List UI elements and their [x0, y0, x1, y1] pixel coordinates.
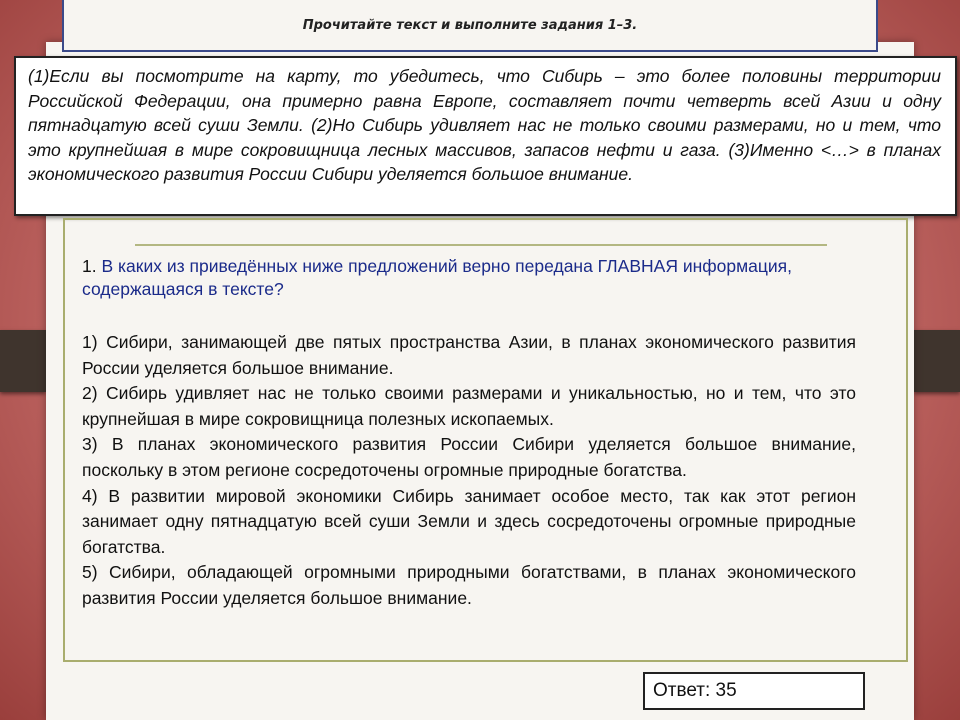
right-decor-band [914, 330, 960, 392]
option-3: 3) В планах экономического развития России Сибири уделяется большое внимание, поскольку в этом регионе сосредоточены огромные природные богатства. [82, 434, 856, 480]
question-block [82, 255, 856, 301]
left-decor-band [0, 330, 46, 392]
options-list [82, 330, 856, 612]
page-title: Прочитайте текст и выполните задания 1–3. [302, 18, 638, 33]
header-box [62, 0, 878, 52]
answer-box: Ответ: 35 [643, 672, 865, 710]
option-1: 1) Сибири, занимающей две пятых пространства Азии, в планах экономического развития России уделяется большое внимание. [82, 332, 856, 378]
passage-box [14, 56, 957, 216]
option-2: 2) Сибирь удивляет нас не только своими размерами и уникальностью, но и тем, что это крупнейшая в мире сокровищница полезных ископаемых. [82, 383, 856, 429]
question-divider [135, 244, 827, 246]
question-number: 1. [82, 256, 97, 276]
option-4: 4) В развитии мировой экономики Сибирь занимает особое место, так как этот регион занимает одну пятнадцатую всей суши Земли и здесь сосредоточены огромные природные богатства. [82, 485, 856, 557]
question-text: В каких из приведённых ниже предложений верно передана ГЛАВНАЯ информация, содержащаяся в тексте? [82, 256, 793, 299]
option-5: 5) Сибири, обладающей огромными природными богатствами, в планах экономического развития России уделяется большое внимание. [82, 562, 856, 608]
passage-text: (1)Если вы посмотрите на карту, то убедитесь, что Сибирь – это более половины территории Российской Федерации, она примерно равна Европе, составляет почти четверть всей Азии и одну пятнадцатую всей суши Земли. (2)Но Сибирь удивляет нас не только своими размерами, но и тем, что это крупнейшая в мире сокровищница лесных массивов, запасов нефти и газа. (3)Именно <…> в планах экономического развития России Сибири уделяется большое внимание. [28, 66, 941, 184]
